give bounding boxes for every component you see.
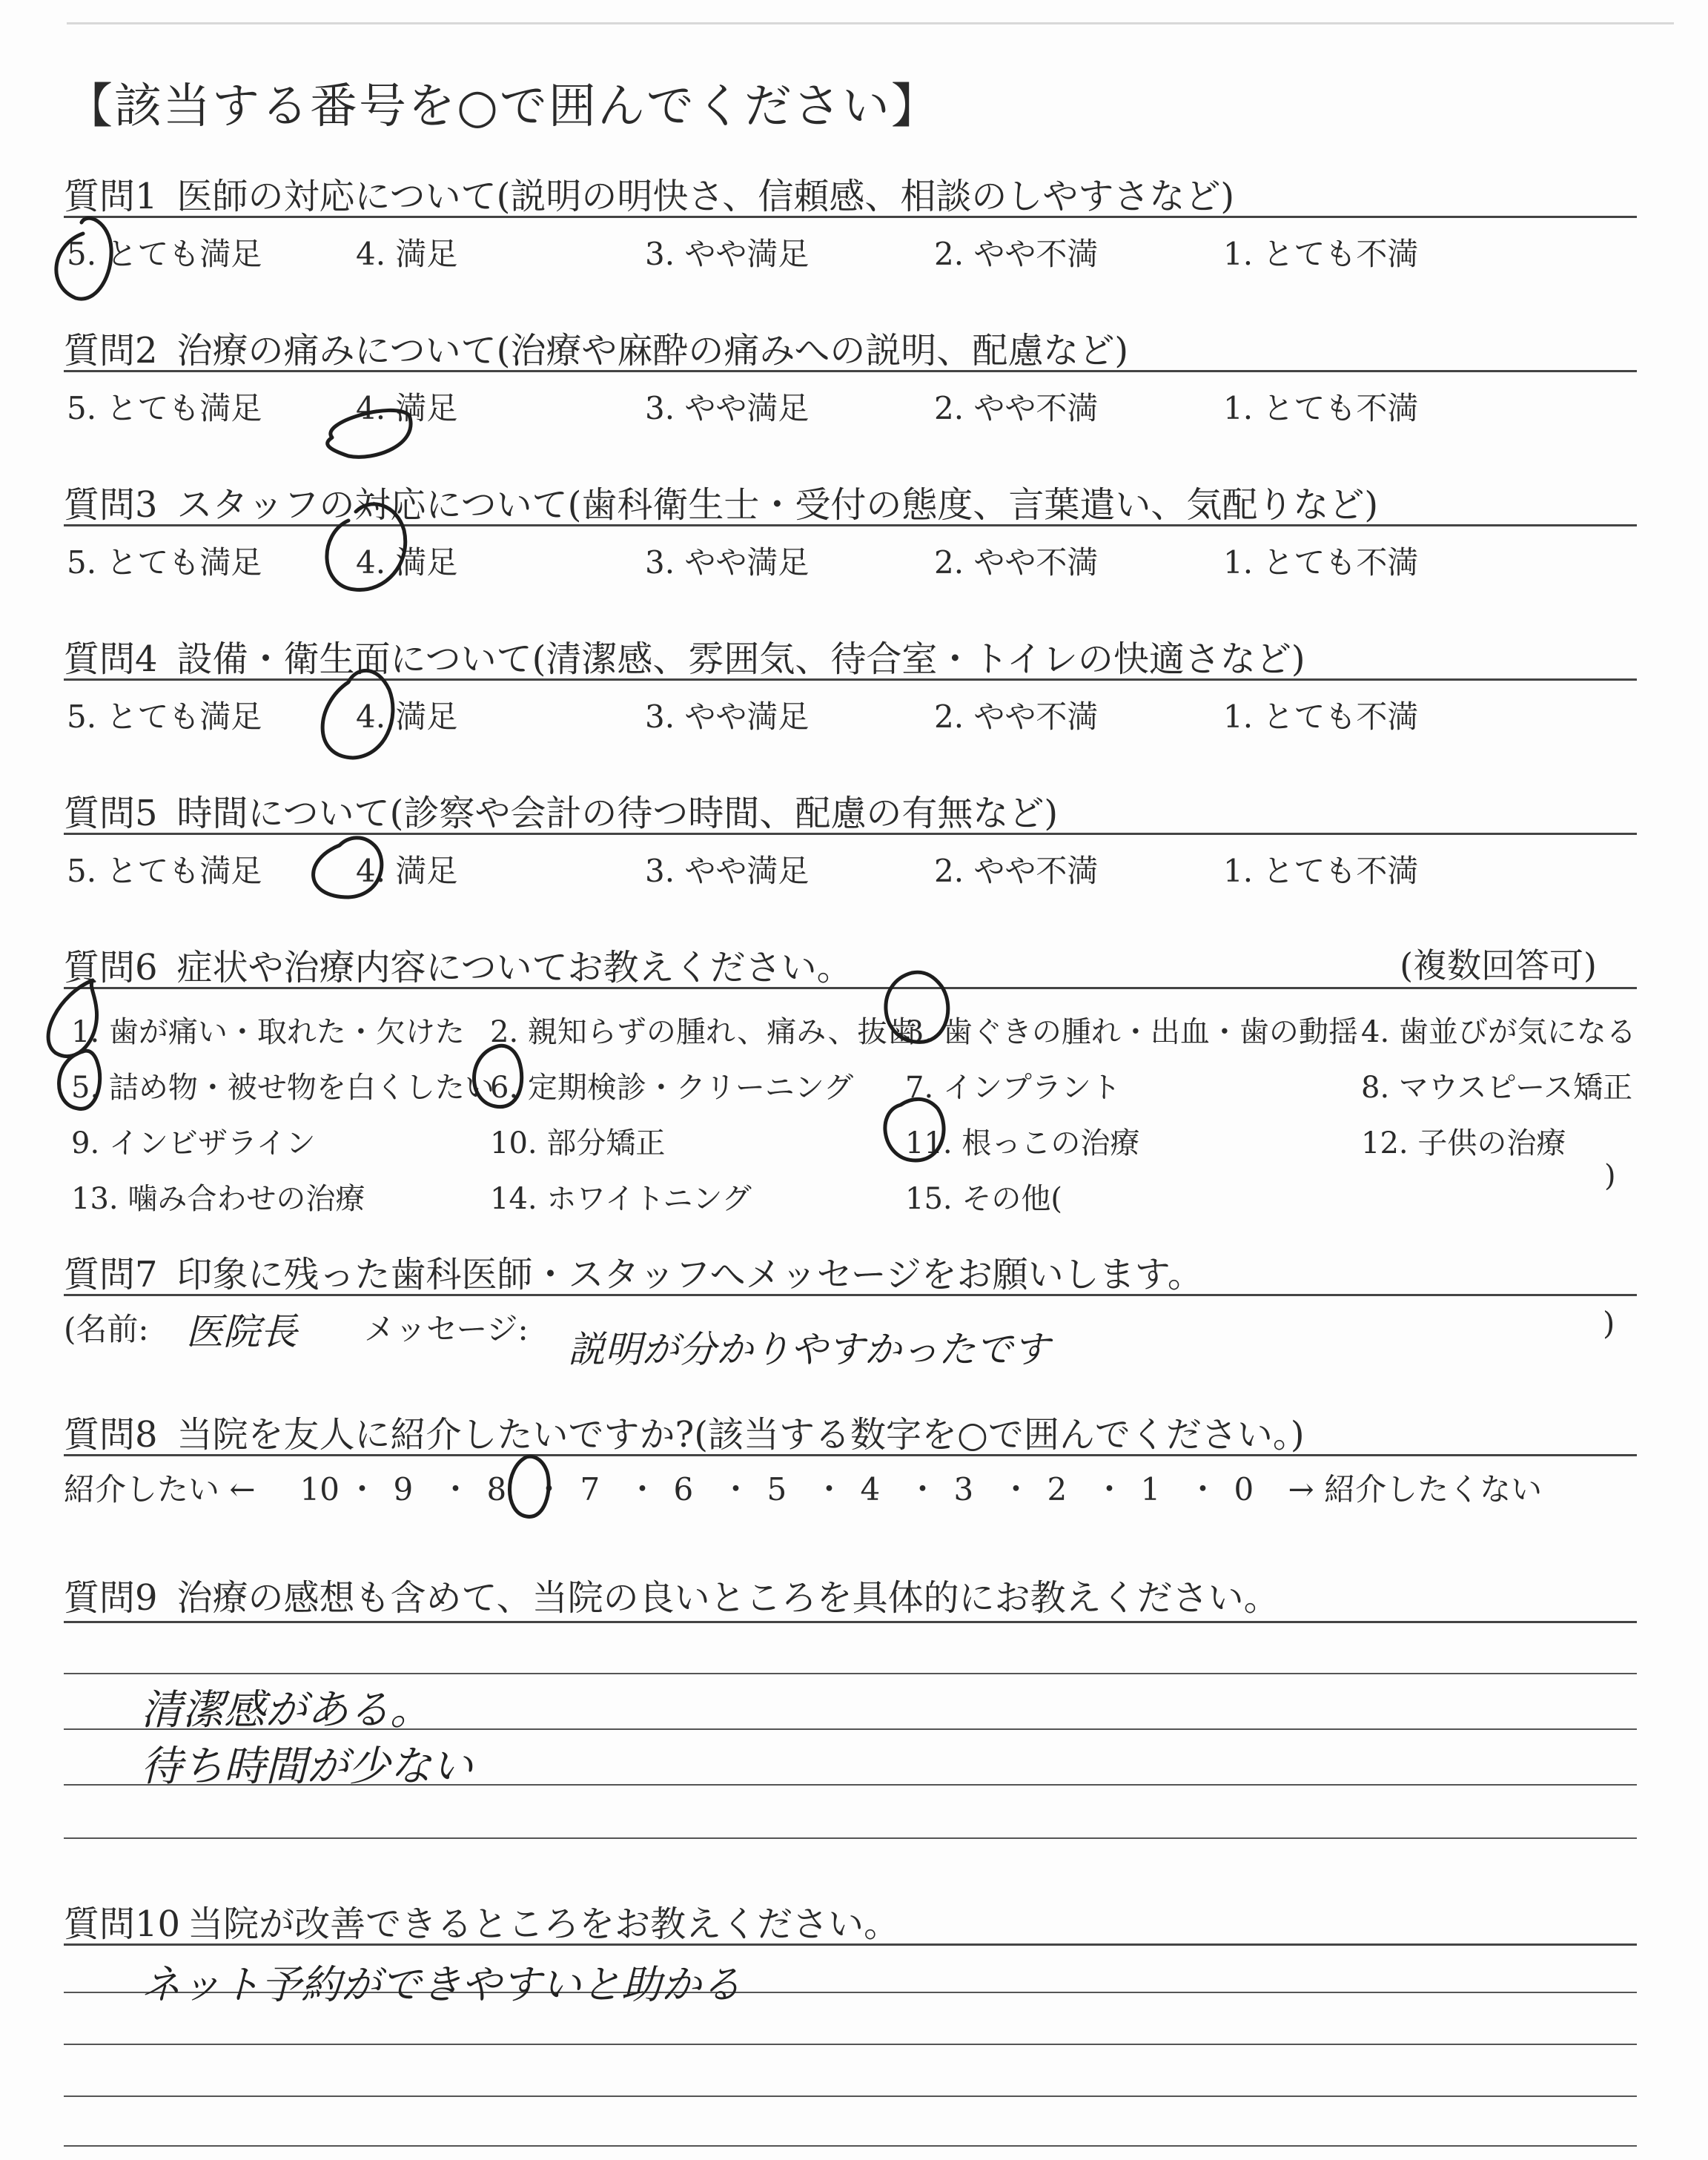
question-number: 質問2: [64, 330, 158, 371]
question-number: 質問9: [64, 1577, 158, 1619]
message-value[interactable]: 説明が分かりやすかったです: [568, 1328, 1050, 1371]
selection-circle: [328, 410, 411, 457]
option-1[interactable]: 1. とても不満: [1223, 390, 1419, 426]
option-1[interactable]: 1. とても不満: [1223, 698, 1419, 735]
name-value[interactable]: 医院長: [186, 1310, 297, 1353]
selection-circle: [327, 504, 406, 590]
selection-circle: [886, 972, 948, 1042]
name-label: (名前:: [64, 1311, 149, 1347]
option-2[interactable]: 2. やや不満: [934, 390, 1099, 426]
selection-circle: [322, 670, 393, 758]
option-5[interactable]: 5. とても満足: [67, 853, 262, 889]
scale-0[interactable]: 0: [1234, 1471, 1254, 1507]
q6-option-7[interactable]: 7. インプラント: [905, 1071, 1121, 1105]
scale-dot: ・: [720, 1471, 752, 1507]
option-4[interactable]: 4. 満足: [356, 544, 458, 581]
question-text: 当院を友人に紹介したいですか?(該当する数字を○で囲んでください。): [176, 1414, 1305, 1456]
q6-option-13[interactable]: 13. 噛み合わせの治療: [71, 1182, 365, 1216]
scale-dot: ・: [533, 1471, 565, 1507]
scale-8[interactable]: 8: [486, 1471, 507, 1507]
option-5[interactable]: 5. とても満足: [67, 544, 262, 581]
q9-answer-line-2[interactable]: 待ち時間が少ない: [141, 1743, 473, 1791]
scale-3[interactable]: 3: [953, 1471, 974, 1507]
selection-circle: [59, 1051, 100, 1109]
scale-2[interactable]: 2: [1047, 1471, 1068, 1507]
q10-answer-line-1[interactable]: ネット予約ができやすいと助かる: [141, 1961, 741, 2008]
option-3[interactable]: 3. やや満足: [645, 390, 810, 426]
question-text: 当院が改善できるところをお教えください。: [188, 1903, 900, 1945]
selection-circle: [56, 218, 111, 299]
selection-circle: [314, 838, 382, 897]
question-text: 医師の対応について(説明の明快さ、信頼感、相談のしやすさなど): [176, 176, 1235, 217]
question-text: スタッフの対応について(歯科衛生士・受付の態度、言葉遣い、気配りなど): [176, 484, 1379, 526]
scale-right-label: → 紹介したくない: [1288, 1471, 1543, 1507]
scale-4[interactable]: 4: [860, 1471, 881, 1507]
question-number: 質問10: [64, 1903, 181, 1945]
question-number: 質問7: [64, 1254, 158, 1295]
option-5[interactable]: 5. とても満足: [67, 236, 262, 272]
option-1[interactable]: 1. とても不満: [1223, 544, 1419, 581]
scale-1[interactable]: 1: [1140, 1471, 1161, 1507]
q9-answer-line-1[interactable]: 清潔感がある。: [141, 1686, 431, 1734]
question-number: 質問8: [64, 1414, 158, 1456]
option-1[interactable]: 1. とても不満: [1223, 853, 1419, 889]
scale-5[interactable]: 5: [767, 1471, 787, 1507]
question-number: 質問1: [64, 176, 158, 217]
multiple-answer-note: (複数回答可): [1400, 945, 1597, 985]
q6-option-15[interactable]: 15. その他(: [905, 1182, 1062, 1216]
option-2[interactable]: 2. やや不満: [934, 544, 1099, 581]
question-text: 治療の感想も含めて、当院の良いところを具体的にお教えください。: [176, 1577, 1280, 1619]
option-1[interactable]: 1. とても不満: [1223, 236, 1419, 272]
option-2[interactable]: 2. やや不満: [934, 853, 1099, 889]
q6-option-11[interactable]: 11. 根っこの治療: [905, 1126, 1140, 1160]
question-text: 設備・衛生面について(清潔感、雰囲気、待合室・トイレの快適さなど): [176, 638, 1305, 680]
option-3[interactable]: 3. やや満足: [645, 236, 810, 272]
other-close-paren: ): [1604, 1159, 1616, 1193]
scale-7[interactable]: 7: [580, 1471, 600, 1507]
scale-dot: ・: [1000, 1471, 1032, 1507]
q6-option-14[interactable]: 14. ホワイトニング: [490, 1182, 752, 1216]
q6-option-6[interactable]: 6. 定期検診・クリーニング: [490, 1071, 854, 1105]
option-4[interactable]: 4. 満足: [356, 698, 458, 735]
option-2[interactable]: 2. やや不満: [934, 236, 1099, 272]
selection-circle: [474, 1046, 522, 1106]
option-3[interactable]: 3. やや満足: [645, 698, 810, 735]
message-close-paren: ): [1603, 1305, 1615, 1341]
option-5[interactable]: 5. とても満足: [67, 698, 262, 735]
option-2[interactable]: 2. やや不満: [934, 698, 1099, 735]
scale-dot: ・: [440, 1471, 471, 1507]
scale-dot: ・: [813, 1471, 845, 1507]
q6-option-3[interactable]: 3. 歯ぐきの腫れ・出血・歯の動揺: [905, 1015, 1358, 1049]
q6-option-5[interactable]: 5. 詰め物・被せ物を白くしたい: [71, 1071, 494, 1105]
question-number: 質問5: [64, 793, 158, 834]
scale-6[interactable]: 6: [673, 1471, 694, 1507]
q6-option-1[interactable]: 1. 歯が痛い・取れた・欠けた: [71, 1015, 465, 1049]
question-number: 質問3: [64, 484, 158, 526]
option-4[interactable]: 4. 満足: [356, 390, 458, 426]
q6-option-10[interactable]: 10. 部分矯正: [490, 1126, 666, 1160]
selection-circle: [510, 1456, 549, 1516]
scale-dot: ・: [907, 1471, 939, 1507]
question-text: 印象に残った歯科医師・スタッフへメッセージをお願いします。: [176, 1254, 1203, 1295]
q6-option-2[interactable]: 2. 親知らずの腫れ、痛み、抜歯: [490, 1015, 917, 1049]
option-4[interactable]: 4. 満足: [356, 236, 458, 272]
question-number: 質問6: [64, 947, 158, 988]
scale-dot: ・: [626, 1471, 658, 1507]
option-3[interactable]: 3. やや満足: [645, 853, 810, 889]
selection-circle: [885, 1099, 944, 1160]
question-text: 治療の痛みについて(治療や麻酔の痛みへの説明、配慮など): [176, 330, 1129, 371]
scale-9[interactable]: 9: [393, 1471, 414, 1507]
option-4[interactable]: 4. 満足: [356, 853, 458, 889]
q6-option-9[interactable]: 9. インビザライン: [71, 1126, 316, 1160]
message-label: メッセージ:: [364, 1311, 529, 1347]
scale-dot: ・: [1187, 1471, 1219, 1507]
q6-option-8[interactable]: 8. マウスピース矯正: [1361, 1071, 1633, 1105]
question-text: 症状や治療内容についてお教えください。: [176, 947, 853, 988]
option-3[interactable]: 3. やや満足: [645, 544, 810, 581]
question-text: 時間について(診察や会計の待つ時間、配慮の有無など): [176, 793, 1059, 834]
question-number: 質問4: [64, 638, 158, 680]
q6-option-12[interactable]: 12. 子供の治療: [1361, 1126, 1566, 1160]
scale-dot: ・: [1093, 1471, 1125, 1507]
q6-option-4[interactable]: 4. 歯並びが気になる: [1361, 1015, 1636, 1049]
scale-10[interactable]: 10: [299, 1471, 340, 1507]
scale-left-label: 紹介したい ←: [64, 1471, 256, 1507]
form-title: 【該当する番号を○で囲んでください】: [65, 79, 940, 134]
option-5[interactable]: 5. とても満足: [67, 390, 262, 426]
selection-circle: [48, 980, 96, 1057]
scale-dot: ・: [346, 1471, 378, 1507]
